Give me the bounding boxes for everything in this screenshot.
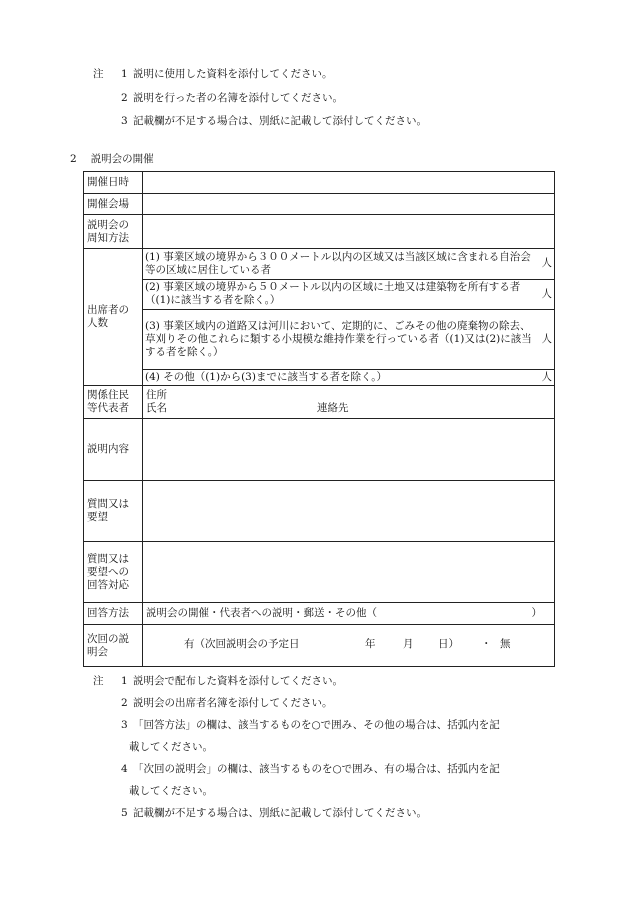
notice-field[interactable] bbox=[143, 215, 555, 249]
next-meeting-options[interactable] bbox=[143, 625, 555, 667]
representative-label: 関係住民等代表者 bbox=[84, 386, 143, 419]
bottom-note-2: 2 説明会の出席者名簿を添付してください。 bbox=[121, 697, 333, 709]
attendee-row-1 bbox=[143, 249, 554, 279]
content-field[interactable] bbox=[143, 419, 555, 481]
rep-address-label: 住所 bbox=[146, 389, 167, 401]
rep-contact-label: 連絡先 bbox=[317, 402, 349, 414]
note-text: 「次回の説明会」の欄は、該当するものを○で囲み、有の場合は、括弧内を記 bbox=[133, 763, 500, 775]
attendee-breakdown bbox=[143, 249, 554, 385]
section-number: 2 bbox=[70, 153, 77, 165]
note-lead: 注 bbox=[93, 68, 104, 80]
attendee-row-text: (3) 事業区域内の道路又は河川において、定期的に、ごみその他の廃棄物の除去、草刈りその他これらに類する小規模な維持作業を行っている者（(1)又は(2)に該当する者を除く。） bbox=[143, 309, 536, 369]
responses-field[interactable] bbox=[143, 542, 555, 603]
attendee-row-text: (2) 事業区域の境界から５０メートル以内の区域に土地又は建築物を所有する者（(1)に該当する者を除く。） bbox=[143, 279, 536, 309]
section-title bbox=[70, 151, 154, 166]
row-date bbox=[84, 172, 555, 194]
note-text: 説明会の出席者名簿を添付してください。 bbox=[133, 697, 333, 709]
questions-label: 質問又は要望 bbox=[84, 481, 143, 542]
bottom-note-4: 4 「次回の説明会」の欄は、該当するものを○で囲み、有の場合は、括弧内を記 bbox=[121, 763, 500, 775]
attendee-row-2 bbox=[143, 279, 554, 309]
attendee-row-3 bbox=[143, 309, 554, 369]
next-month: 月 bbox=[403, 638, 414, 650]
rep-name-line bbox=[146, 402, 551, 415]
bottom-notes bbox=[93, 670, 573, 824]
row-next-meeting bbox=[84, 625, 555, 667]
next-year: 年 bbox=[365, 638, 376, 650]
note-text: 説明を行った者の名簿を添付してください。 bbox=[133, 92, 343, 104]
venue-field[interactable] bbox=[143, 194, 555, 215]
bottom-note-5: 5 記載欄が不足する場合は、別紙に記載して添付してください。 bbox=[121, 807, 427, 819]
attendee-row-unit[interactable]: 人 bbox=[536, 309, 554, 369]
next-meeting-label: 次回の説明会 bbox=[84, 625, 143, 667]
note-text: 「回答方法」の欄は、該当するものを○で囲み、その他の場合は、括弧内を記 bbox=[133, 719, 500, 731]
venue-label: 開催会場 bbox=[84, 194, 143, 215]
meeting-form-table bbox=[83, 171, 555, 667]
responses-label: 質問又は要望への回答対応 bbox=[84, 542, 143, 603]
attendee-row-unit[interactable]: 人 bbox=[541, 370, 552, 383]
next-day: 日） bbox=[438, 638, 459, 650]
top-note-2: 2 説明を行った者の名簿を添付してください。 bbox=[121, 92, 343, 104]
notice-label: 説明会の周知方法 bbox=[84, 215, 143, 249]
date-field[interactable] bbox=[143, 172, 555, 194]
attendee-row-unit[interactable]: 人 bbox=[536, 249, 554, 279]
row-questions bbox=[84, 481, 555, 542]
note-lead: 注 bbox=[93, 675, 104, 687]
row-answer-method bbox=[84, 603, 555, 625]
note-text: 説明会で配布した資料を添付してください。 bbox=[133, 675, 343, 687]
next-no-option[interactable]: 無 bbox=[500, 638, 511, 650]
row-notice bbox=[84, 215, 555, 249]
bottom-note-3-cont: 載してください。 bbox=[129, 741, 213, 753]
rep-name-label: 氏名 bbox=[146, 402, 167, 414]
date-label: 開催日時 bbox=[84, 172, 143, 194]
attendee-row-unit[interactable]: 人 bbox=[536, 279, 554, 309]
note-text: 記載欄が不足する場合は、別紙に記載して添付してください。 bbox=[133, 807, 427, 819]
attendee-row-text: (1) 事業区域の境界から３００メートル以内の区域又は当該区域に含まれる自治会等の区域に居住している者 bbox=[143, 249, 536, 279]
top-note-1: 注 1 説明に使用した資料を添付してください。 bbox=[93, 68, 333, 80]
attendee-row-4 bbox=[143, 369, 554, 385]
representative-cell[interactable] bbox=[143, 386, 555, 419]
bottom-note-4-cont: 載してください。 bbox=[129, 785, 213, 797]
bottom-note-1: 注 1 説明会で配布した資料を添付してください。 bbox=[93, 670, 573, 692]
row-content bbox=[84, 419, 555, 481]
bottom-note-3: 3 「回答方法」の欄は、該当するものを○で囲み、その他の場合は、括弧内を記 bbox=[121, 719, 500, 731]
next-yes-option[interactable]: 有（次回説明会の予定日 bbox=[184, 638, 300, 650]
attendee-row-text: (4) その他（(1)から(3)までに該当する者を除く。） bbox=[145, 370, 387, 383]
row-venue bbox=[84, 194, 555, 215]
attendees-cell bbox=[143, 249, 555, 386]
answer-method-text: 説明会の開催・代表者への説明・郵送・その他（ bbox=[146, 607, 377, 619]
answer-method-options[interactable] bbox=[143, 603, 555, 625]
answer-method-label: 回答方法 bbox=[84, 603, 143, 625]
top-note-3: 3 記載欄が不足する場合は、別紙に記載して添付してください。 bbox=[121, 115, 427, 127]
note-text: 説明に使用した資料を添付してください。 bbox=[133, 68, 333, 80]
next-separator: ・ bbox=[481, 638, 492, 650]
answer-method-close: ） bbox=[531, 607, 542, 619]
note-text: 記載欄が不足する場合は、別紙に記載して添付してください。 bbox=[133, 115, 427, 127]
row-attendees bbox=[84, 249, 555, 386]
content-label: 説明内容 bbox=[84, 419, 143, 481]
attendees-label: 出席者の人数 bbox=[84, 249, 143, 386]
row-representative bbox=[84, 386, 555, 419]
row-responses bbox=[84, 542, 555, 603]
questions-field[interactable] bbox=[143, 481, 555, 542]
section-title-text: 説明会の開催 bbox=[90, 153, 154, 165]
